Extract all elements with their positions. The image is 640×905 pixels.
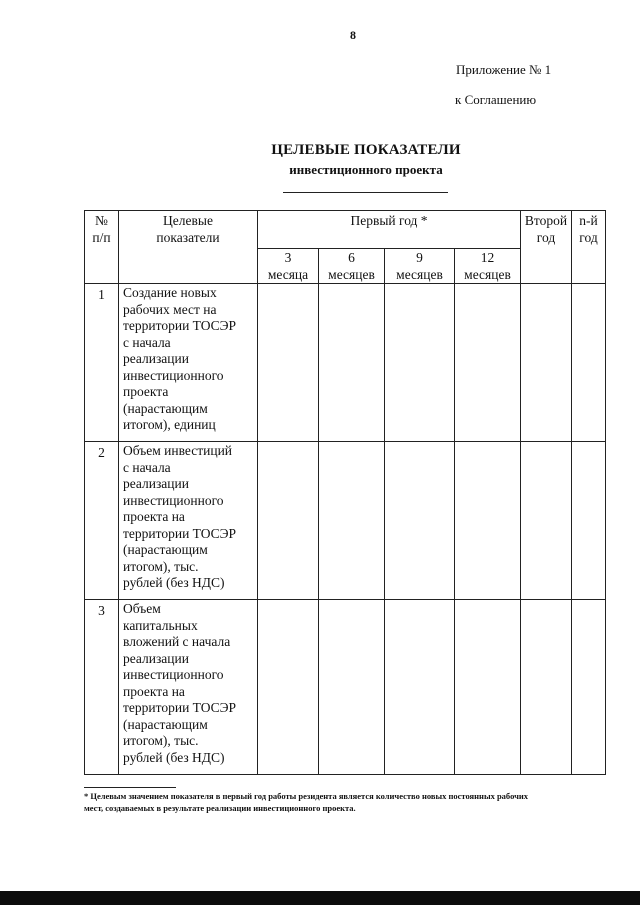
row-number: 3 — [85, 600, 119, 775]
period-9-months: 9 месяцев — [385, 249, 455, 284]
page-number: 8 — [350, 28, 356, 42]
period-6-months: 6 месяцев — [319, 249, 385, 284]
row-number: 1 — [85, 284, 119, 442]
value-cell[interactable] — [258, 284, 319, 442]
doc-subtitle: инвестиционного проекта — [289, 162, 443, 177]
doc-title: ЦЕЛЕВЫЕ ПОКАЗАТЕЛИ — [271, 142, 461, 158]
footnote: * Целевым значением показателя в первый год работы резидента является количество новых постоянных рабочих мест, создаваемых в результате реализации инвестиционного проекта. — [84, 791, 529, 813]
row-number: 2 — [85, 442, 119, 600]
value-cell[interactable] — [455, 600, 521, 775]
value-cell[interactable] — [385, 600, 455, 775]
footnote-divider — [84, 787, 176, 788]
table-row — [85, 442, 606, 600]
indicators-table — [84, 210, 606, 775]
value-cell[interactable] — [319, 284, 385, 442]
value-cell[interactable] — [521, 600, 572, 775]
appendix-label: Приложение № 1 — [456, 62, 552, 77]
value-cell[interactable] — [319, 600, 385, 775]
value-cell[interactable] — [572, 284, 606, 442]
appendix-agreement: к Соглашению — [455, 92, 537, 107]
indicator-cell: Объем инвестиций с начала реализации инвестиционного проекта на территории ТОСЭР (нарастающим итогом), тыс. рублей (без НДС) — [119, 442, 258, 600]
period-3-months: 3 месяца — [258, 249, 319, 284]
value-cell[interactable] — [258, 600, 319, 775]
table-row — [85, 600, 606, 775]
header-row-1 — [85, 211, 606, 249]
indicator-cell: Создание новых рабочих мест на территории ТОСЭР с начала реализации инвестиционного проекта (нарастающим итогом), единиц — [119, 284, 258, 442]
header-num: № п/п — [85, 211, 119, 284]
value-cell[interactable] — [521, 284, 572, 442]
scan-bottom-edge — [0, 891, 640, 905]
header-second-year: Второй год — [521, 211, 572, 284]
period-12-months: 12 месяцев — [455, 249, 521, 284]
value-cell[interactable] — [385, 442, 455, 600]
value-cell[interactable] — [319, 442, 385, 600]
value-cell[interactable] — [521, 442, 572, 600]
value-cell[interactable] — [455, 442, 521, 600]
value-cell[interactable] — [572, 600, 606, 775]
value-cell[interactable] — [455, 284, 521, 442]
value-cell[interactable] — [258, 442, 319, 600]
header-first-year: Первый год * — [258, 211, 521, 249]
indicator-cell: Объем капитальных вложений с начала реализации инвестиционного проекта на территории ТОСЭР (нарастающим итогом), тыс. рублей (без НДС) — [119, 600, 258, 775]
table-row — [85, 284, 606, 442]
header-n-year: n-й год — [572, 211, 606, 284]
header-indicators: Целевые показатели — [119, 211, 258, 284]
value-cell[interactable] — [572, 442, 606, 600]
title-underline — [283, 192, 448, 193]
value-cell[interactable] — [385, 284, 455, 442]
